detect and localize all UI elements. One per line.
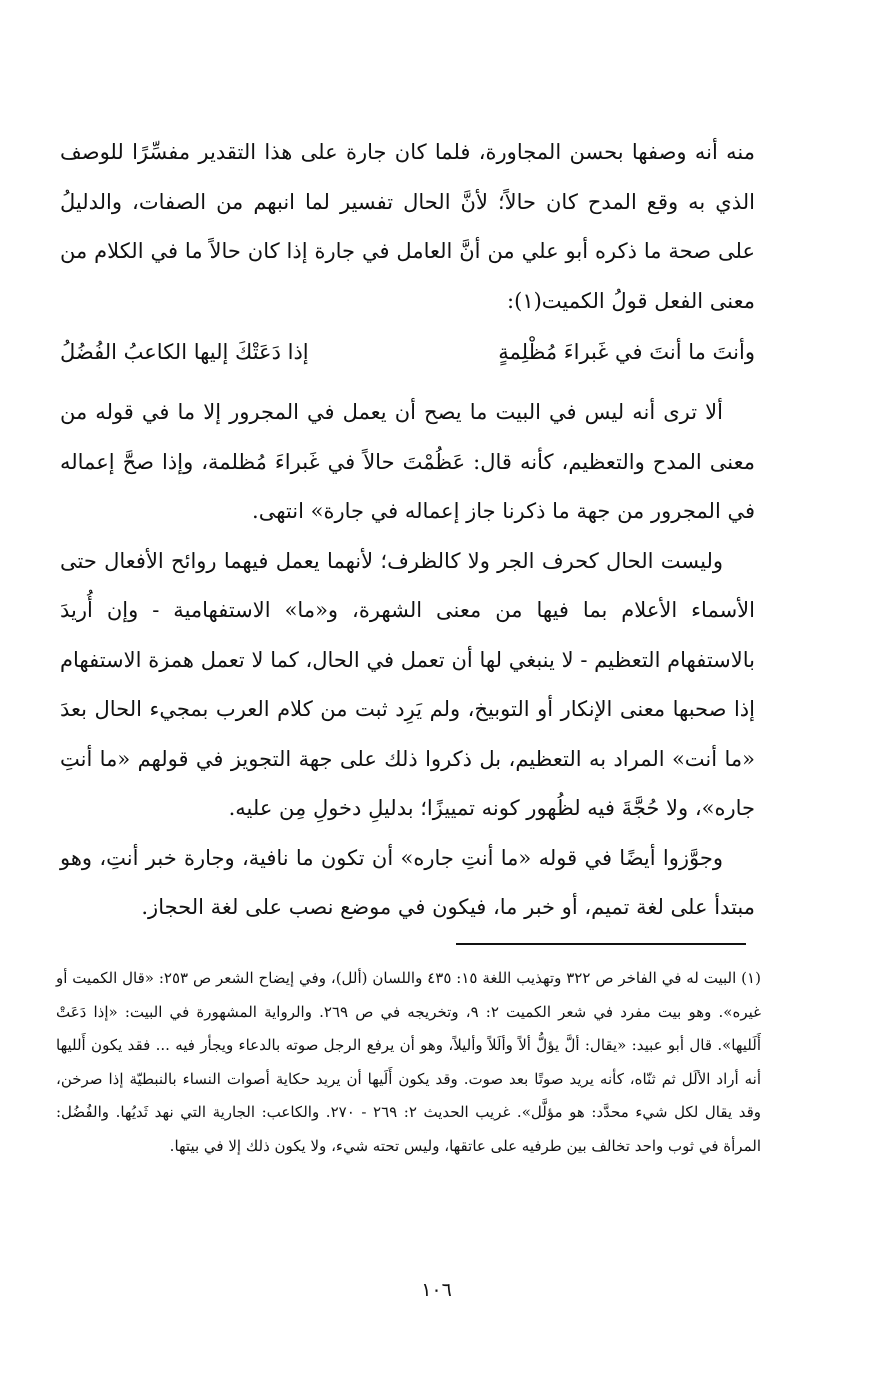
page-number: ١٠٦ xyxy=(421,1279,452,1301)
paragraph-1: منه أنه وصفها بحسن المجاورة، فلما كان جارة على هذا التقدير مفسِّرًا للوصف الذي به وقع المدح كان حالاً؛ لأنَّ الحال تفسير لما انبهم من الصفات، والدليلُ على صحة ما ذكره أبو علي من أنَّ العامل في جارة إذا كان حالاً ما في الكلام من معنى الفعل قولُ الكميت(١): xyxy=(60,140,755,313)
footnotes xyxy=(56,962,761,1164)
paragraph-3: وليست الحال كحرف الجر ولا كالظرف؛ لأنهما يعمل فيهما روائح الأفعال حتى الأسماء الأعلام بما فيها من معنى الشهرة، و«ما» الاستفهامية - وإن أُريدَ بالاستفهام التعظيم - لا ينبغي لها أن تعمل في الحال، كما لا تعمل همزة الاستفهام إذا صحبها معنى الإنكار أو التوبيخ، ولم يَرِد ثبت من كلام العرب بمجيء الحال بعدَ «ما أنت» المراد به التعظيم، بل ذكروا ذلك على جهة التجويز في قولهم «ما أنتِ جاره»، ولا حُجَّةَ فيه لظُهور كونه تمييزًا؛ بدليلِ دخولِ مِن عليه. xyxy=(60,548,755,820)
paragraph-4: وجوَّزوا أيضًا في قوله «ما أنتِ جاره» أن تكون ما نافية، وجارة خبر أنتِ، وهو مبتدأ على لغة تميم، أو خبر ما، فيكون في موضع نصب على لغة الحجاز. xyxy=(60,845,755,919)
poetry-verse xyxy=(60,326,755,388)
main-text xyxy=(60,128,755,933)
footnote-1: (١) البيت له في الفاخر ص ٣٢٢ وتهذيب اللغة ١٥: ٤٣٥ واللسان (ألل)، وفي إيضاح الشعر ص ٢٥٣: «قال الكميت أو غيره». وهو بيت مفرد في شعر الكميت ٢: ٩، وتخريجه في ص ٢٦٩. والرواية المشهورة في البيت: «إذا دَعَتْ أَلَليها». قال أبو عبيد: «يقال: ألَّ يؤلُّ ألاً وألَلاً وأليلاً، وهو أن يرفع الرجل صوته بالدعاء ويجأر فيه ... فقد يكون أَلليها أنه أراد الألَل ثم ثنّاه، كأنه يريد صوتًا بعد صوت. وقد يكون أَلَيها أن يريد حكاية أصوات النساء بالنبطيّة إذا صرخن، وقد يقال لكل شيء محدَّد: هو مؤلَّل». غريب الحديث ٢: ٢٦٩ - ٢٧٠. والكاعب: الجارية التي نهد ثَديُها. والفُضُل: المرأة في ثوب واحد تخالف بين طرفيه على عاتقها، وليس تحته شيء، ولا يكون ذلك إلا في بيتها. xyxy=(56,969,762,1155)
verse-second-hemistich: إذا دَعَتْكَ إليها الكاعبُ الفُضُلُ xyxy=(60,340,309,364)
paragraph-2: ألا ترى أنه ليس في البيت ما يصح أن يعمل في المجرور إلا ما في قوله من معنى المدح والتعظيم، كأنه قال: عَظُمْتَ حالاً في غَبراءَ مُظلمة، وإذا صحَّ إعماله في المجرور من جهة ما ذكرنا جاز إعماله في جارة» انتهى. xyxy=(60,400,755,523)
verse-first-hemistich: وأنتَ ما أنتَ في غَبراءَ مُظْلِمةٍ xyxy=(498,340,755,364)
footnote-separator xyxy=(456,943,746,945)
